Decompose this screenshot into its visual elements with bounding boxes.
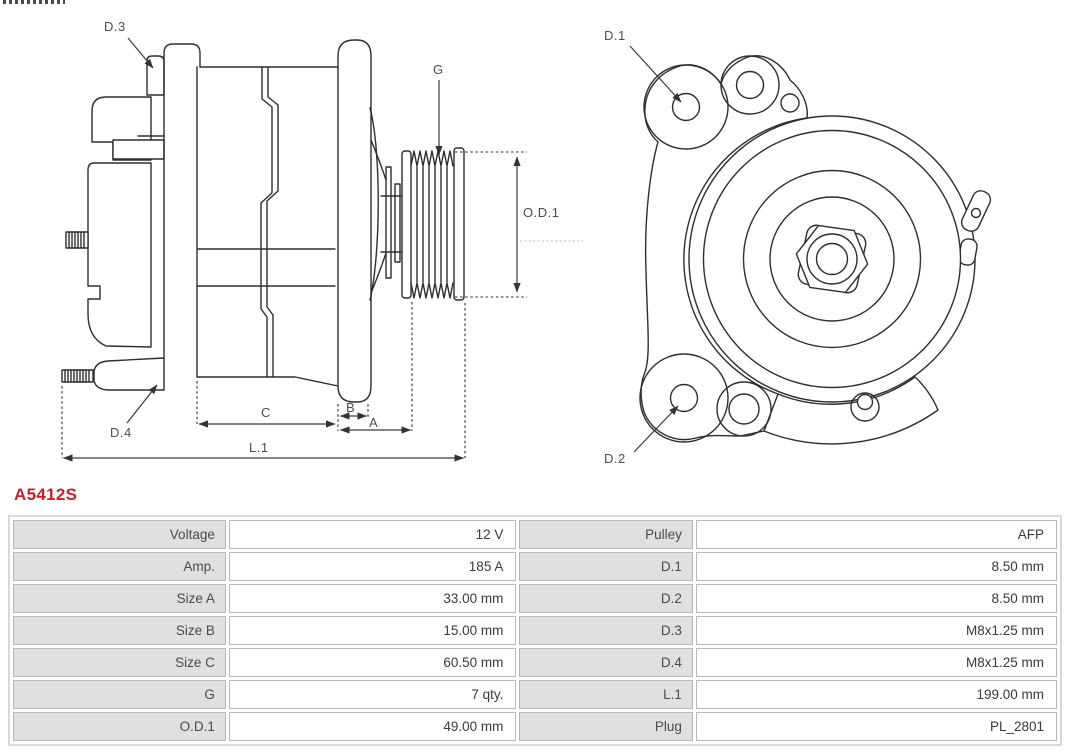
table-row xyxy=(13,680,1057,709)
d3-leader-arrow xyxy=(128,38,153,68)
table-row xyxy=(13,616,1057,645)
spec-label: G xyxy=(13,680,226,709)
front-view-svg xyxy=(588,0,1080,492)
side-view-labels xyxy=(104,19,559,455)
table-row xyxy=(13,584,1057,613)
spec-label: Pulley xyxy=(519,520,693,549)
dim-label-od1: O.D.1 xyxy=(523,205,560,220)
table-row xyxy=(13,552,1057,581)
dim-label-g: G xyxy=(433,62,444,77)
spec-label: L.1 xyxy=(519,680,693,709)
spec-label: D.1 xyxy=(519,552,693,581)
spec-label: O.D.1 xyxy=(13,712,226,741)
spec-value: PL_2801 xyxy=(696,712,1057,741)
spec-value: 8.50 mm xyxy=(696,584,1057,613)
table-row xyxy=(13,520,1057,549)
mounting-boss-d3 xyxy=(147,56,164,95)
lower-mounting-lug xyxy=(62,358,164,390)
spec-label: Size C xyxy=(13,648,226,677)
hole-d2 xyxy=(671,385,698,412)
dim-label-d4: D.4 xyxy=(110,425,132,440)
spec-label: D.3 xyxy=(519,616,693,645)
table-row xyxy=(13,712,1057,741)
stator-body xyxy=(164,44,338,386)
spec-label: D.2 xyxy=(519,584,693,613)
dim-label-b: B xyxy=(346,400,356,415)
spec-label: Voltage xyxy=(13,520,226,549)
dim-label-a: A xyxy=(369,415,379,430)
spec-value: 12 V xyxy=(229,520,517,549)
spec-value: AFP xyxy=(696,520,1057,549)
spec-label: Size A xyxy=(13,584,226,613)
dim-label-d2: D.2 xyxy=(604,451,626,466)
spec-value: M8x1.25 mm xyxy=(696,616,1057,645)
spec-value: 15.00 mm xyxy=(229,616,517,645)
front-view-labels xyxy=(604,28,626,466)
side-view-svg xyxy=(0,0,600,480)
rear-housing xyxy=(66,56,164,347)
spec-value: 60.50 mm xyxy=(229,648,517,677)
spec-label: Size B xyxy=(13,616,226,645)
pulley xyxy=(402,148,464,300)
spec-label: Amp. xyxy=(13,552,226,581)
dim-label-d1: D.1 xyxy=(604,28,626,43)
spec-value: 49.00 mm xyxy=(229,712,517,741)
spec-value: 8.50 mm xyxy=(696,552,1057,581)
front-bracket xyxy=(338,40,402,402)
alternator-side-view-diagram xyxy=(0,0,600,480)
spec-value: M8x1.25 mm xyxy=(696,648,1057,677)
spec-value: 7 qty. xyxy=(229,680,517,709)
dim-label-d3: D.3 xyxy=(104,19,126,34)
spec-value: 185 A xyxy=(229,552,517,581)
part-number: A5412S xyxy=(14,485,78,504)
spec-label: D.4 xyxy=(519,648,693,677)
alternator-front-view-diagram xyxy=(588,0,1080,492)
dim-label-l1: L.1 xyxy=(249,440,269,455)
dim-label-c: C xyxy=(261,405,271,420)
spec-label: Plug xyxy=(519,712,693,741)
spec-value: 33.00 mm xyxy=(229,584,517,613)
spec-value: 199.00 mm xyxy=(696,680,1057,709)
spec-table xyxy=(8,515,1062,746)
d4-leader-arrow xyxy=(127,385,157,423)
table-row xyxy=(13,648,1057,677)
